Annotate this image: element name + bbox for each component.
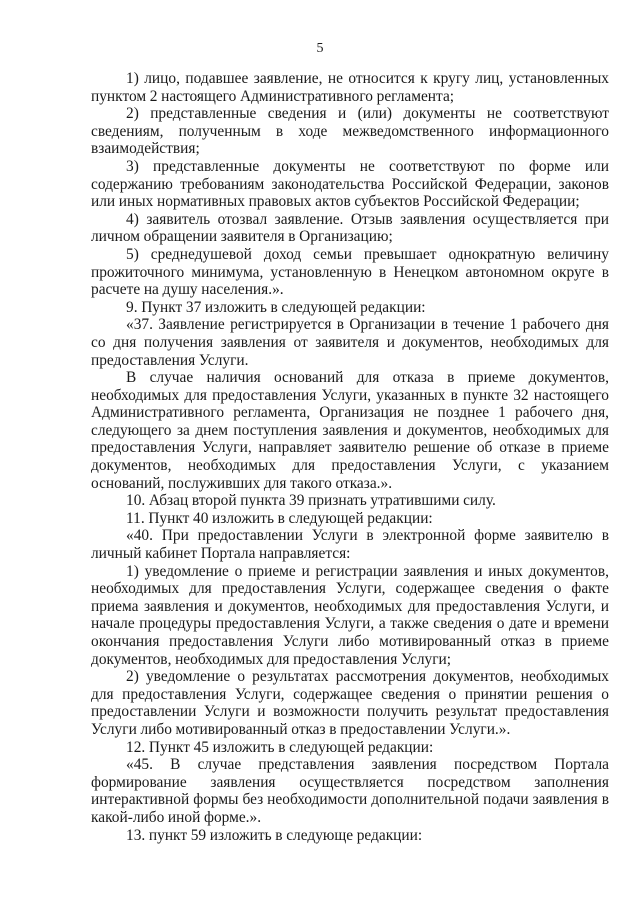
paragraph-amendment-9: 9. Пункт 37 изложить в следующей редакции: bbox=[126, 298, 426, 316]
paragraph-clause-40-item-2: 2) уведомление о результатах рассмотрения документов, необходимых для предоставления Услуги, содержащее сведения о принятии решения о предоставлении Услуги и возможности получить результат предоставления Услуги либо мотивированный отказ в предоставлении Услуги.». bbox=[91, 668, 609, 738]
paragraph-amendment-11: 11. Пункт 40 изложить в следующей редакции: bbox=[126, 509, 433, 527]
paragraph-clause-37-refusal: В случае наличия оснований для отказа в приеме документов, необходимых для предоставления Услуги, указанных в пункте 32 настоящего Административного регламента, Организация не позднее 1 рабочего дня, следующего за днем поступления заявления и документов, необходимых для предоставления Услуги, направляет заявителю решение об отказе в приеме документов, необходимых для предоставления Услуги, с указанием оснований, послуживших для такого отказа.». bbox=[91, 369, 609, 492]
page-number: 5 bbox=[316, 41, 324, 56]
paragraph-refusal-ground-3: 3) представленные документы не соответствуют по форме или содержанию требованиям законодательства Российской Федерации, законов или иных нормативных правовых актов субъектов Российской Федерации; bbox=[91, 157, 609, 211]
paragraph-amendment-12: 12. Пункт 45 изложить в следующей редакции: bbox=[126, 738, 434, 756]
document-body bbox=[91, 70, 609, 844]
paragraph-amendment-10: 10. Абзац второй пункта 39 признать утратившими силу. bbox=[126, 492, 496, 510]
paragraph-amendment-13: 13. пункт 59 изложить в следующе редакции: bbox=[126, 826, 423, 844]
paragraph-refusal-ground-5: 5) среднедушевой доход семьи превышает однократную величину прожиточного минимума, установленную в Ненецком автономном округе в расчете на душу населения.». bbox=[91, 245, 609, 299]
paragraph-clause-45: «45. В случае представления заявления посредством Портала формирование заявления осуществляется посредством заполнения интерактивной формы без необходимости дополнительной подачи заявления в какой-либо иной форме.». bbox=[91, 756, 609, 826]
paragraph-clause-37: «37. Заявление регистрируется в Организации в течение 1 рабочего дня со дня получения заявления от заявителя и документов, необходимых для предоставления Услуги. bbox=[91, 316, 609, 369]
paragraph-refusal-ground-2: 2) представленные сведения и (или) документы не соответствуют сведениям, полученным в ходе межведомственного информационного взаимодействия; bbox=[91, 105, 609, 158]
paragraph-clause-40: «40. При предоставлении Услуги в электронной форме заявителю в личный кабинет Портала направляется: bbox=[91, 527, 609, 563]
paragraph-clause-40-item-1: 1) уведомление о приеме и регистрации заявления и иных документов, необходимых для предоставления Услуги, содержащее сведения о факте приема заявления и документов, необходимых для предоставления Услуги, и начале процедуры предоставления Услуги, а также сведения о дате и времени окончания предоставления Услуги либо мотивированный отказ в приеме документов, необходимых для предоставления Услуги; bbox=[91, 562, 609, 668]
paragraph-refusal-ground-1: 1) лицо, подавшее заявление, не относится к кругу лиц, установленных пунктом 2 настоящего Административного регламента; bbox=[91, 70, 609, 105]
paragraph-refusal-ground-4: 4) заявитель отозвал заявление. Отзыв заявления осуществляется при личном обращении заявителя в Организацию; bbox=[91, 210, 609, 246]
